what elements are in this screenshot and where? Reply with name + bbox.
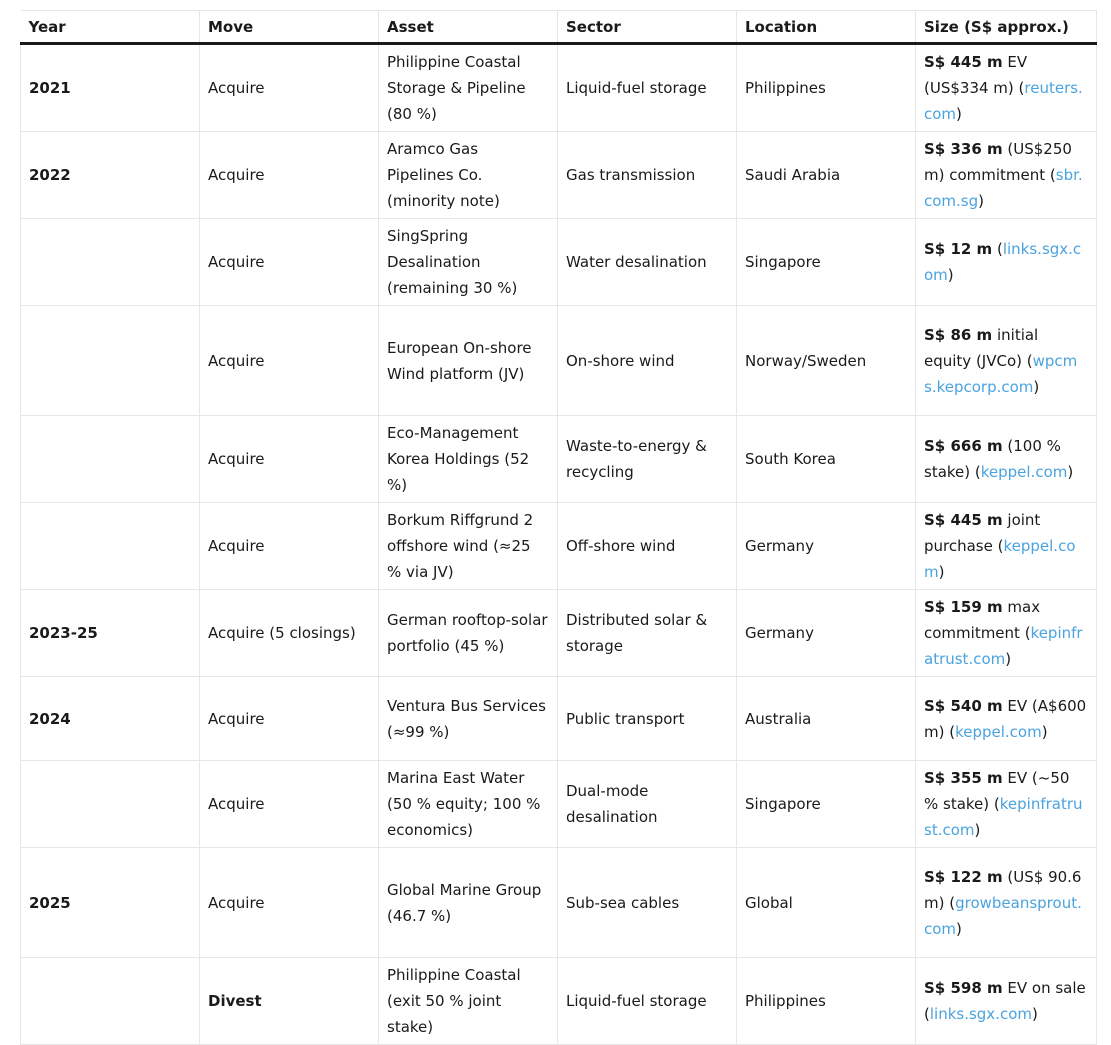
- table-row: [21, 503, 1097, 590]
- size-amount: S$ 122 m: [924, 867, 1003, 886]
- cell-move: Acquire: [200, 848, 379, 958]
- cell-location: Norway/Sweden: [737, 306, 916, 416]
- size-note: (: [992, 240, 1003, 258]
- cell-year: [21, 416, 200, 503]
- cell-year: [21, 503, 200, 590]
- source-link[interactable]: links.sgx.com: [929, 1005, 1032, 1023]
- cell-location: Saudi Arabia: [737, 132, 916, 219]
- cell-size: [916, 590, 1097, 677]
- size-tail: ): [1067, 463, 1074, 481]
- header-size: Size (S$ approx.): [916, 11, 1097, 44]
- source-link[interactable]: kepinfratrust.com: [924, 624, 1083, 668]
- size-note: EV (A$600 m) (: [924, 696, 1087, 741]
- cell-year: 2022: [21, 132, 200, 219]
- size-amount: S$ 445 m: [924, 511, 1003, 529]
- cell-size: [916, 416, 1097, 503]
- cell-sector: Gas transmission: [558, 132, 737, 219]
- size-amount: S$ 598 m: [924, 979, 1003, 997]
- table-row: [21, 219, 1097, 306]
- size-tail: ): [1041, 722, 1048, 741]
- cell-asset: Eco-Management Korea Holdings (52 %): [379, 416, 558, 503]
- cell-year: 2021: [21, 44, 200, 132]
- table-row: [21, 416, 1097, 503]
- cell-move: Acquire: [200, 132, 379, 219]
- size-amount: S$ 445 m: [924, 53, 1003, 71]
- size-amount: S$ 355 m: [924, 769, 1003, 787]
- cell-size: [916, 503, 1097, 590]
- cell-location: Philippines: [737, 44, 916, 132]
- cell-location: Germany: [737, 503, 916, 590]
- source-link[interactable]: keppel.com: [955, 722, 1042, 741]
- cell-sector: Dual-mode desalination: [558, 761, 737, 848]
- size-tail: ): [938, 563, 945, 581]
- cell-size: [916, 761, 1097, 848]
- cell-sector: Liquid-fuel storage: [558, 44, 737, 132]
- table-row: [21, 306, 1097, 416]
- cell-move: Acquire: [200, 503, 379, 590]
- cell-sector: On-shore wind: [558, 306, 737, 416]
- table-row: [21, 958, 1097, 1045]
- cell-year: [21, 761, 200, 848]
- size-tail: ): [978, 192, 984, 210]
- cell-size: [916, 132, 1097, 219]
- size-note: initial equity (JVCo) (: [924, 325, 1039, 370]
- cell-asset: Borkum Riffgrund 2 offshore wind (≈25 % via JV): [379, 503, 558, 590]
- size-tail: ): [974, 821, 981, 839]
- cell-size: [916, 219, 1097, 306]
- cell-size: [916, 44, 1097, 132]
- cell-asset: Philippine Coastal (exit 50 % joint stake): [379, 958, 558, 1045]
- source-link[interactable]: wpcms.kepcorp.com: [924, 351, 1078, 396]
- deals-table: [20, 10, 1097, 1045]
- cell-year: 2025: [21, 848, 200, 958]
- cell-year: [21, 958, 200, 1045]
- size-tail: ): [947, 266, 954, 284]
- size-note: (US$250 m) commitment (: [924, 140, 1072, 184]
- header-location: Location: [737, 11, 916, 44]
- size-note: max commitment (: [924, 598, 1041, 642]
- cell-move: Divest: [200, 958, 379, 1045]
- cell-sector: Liquid-fuel storage: [558, 958, 737, 1045]
- size-amount: S$ 159 m: [924, 598, 1003, 616]
- source-link[interactable]: links.sgx.com: [924, 240, 1082, 284]
- table-row: [21, 848, 1097, 958]
- size-amount: S$ 666 m: [924, 437, 1003, 455]
- cell-asset: European On-shore Wind platform (JV): [379, 306, 558, 416]
- size-note: (100 % stake) (: [924, 437, 1061, 481]
- cell-move: Acquire: [200, 44, 379, 132]
- cell-asset: Global Marine Group (46.7 %): [379, 848, 558, 958]
- cell-asset: German rooftop-solar portfolio (45 %): [379, 590, 558, 677]
- cell-move: Acquire: [200, 219, 379, 306]
- cell-location: Singapore: [737, 761, 916, 848]
- table-row: [21, 44, 1097, 132]
- header-sector: Sector: [558, 11, 737, 44]
- source-link[interactable]: reuters.com: [924, 79, 1083, 123]
- header-year: Year: [21, 11, 200, 44]
- source-link[interactable]: keppel.com: [924, 537, 1076, 581]
- cell-move: Acquire: [200, 306, 379, 416]
- cell-sector: Distributed solar & storage: [558, 590, 737, 677]
- cell-asset: Aramco Gas Pipelines Co. (minority note): [379, 132, 558, 219]
- size-note: EV (~50 % stake) (: [924, 769, 1070, 813]
- size-note: EV (US$334 m) (: [924, 53, 1028, 97]
- table-row: [21, 132, 1097, 219]
- cell-location: South Korea: [737, 416, 916, 503]
- header-asset: Asset: [379, 11, 558, 44]
- size-tail: ): [956, 919, 962, 938]
- cell-sector: Sub-sea cables: [558, 848, 737, 958]
- table-header: [21, 11, 1097, 44]
- cell-move: Acquire: [200, 416, 379, 503]
- source-link[interactable]: kepinfratrust.com: [924, 795, 1083, 839]
- table-row: [21, 761, 1097, 848]
- size-amount: S$ 86 m: [924, 325, 993, 344]
- cell-year: [21, 306, 200, 416]
- cell-size: [916, 677, 1097, 761]
- table-body: [21, 44, 1097, 1045]
- size-tail: ): [956, 105, 962, 123]
- cell-year: [21, 219, 200, 306]
- cell-size: [916, 848, 1097, 958]
- cell-sector: Public transport: [558, 677, 737, 761]
- table-row: [21, 590, 1097, 677]
- table-row: [21, 677, 1097, 761]
- size-note: (US$ 90.6 m) (: [924, 867, 1082, 912]
- size-tail: ): [1005, 650, 1012, 668]
- size-note: EV on sale (: [924, 979, 1086, 1023]
- cell-location: Germany: [737, 590, 916, 677]
- size-tail: ): [1032, 1005, 1038, 1023]
- size-note: joint purchase (: [924, 511, 1041, 555]
- cell-size: [916, 958, 1097, 1045]
- cell-move: Acquire: [200, 677, 379, 761]
- cell-sector: Off-shore wind: [558, 503, 737, 590]
- cell-move: Acquire: [200, 761, 379, 848]
- cell-location: Singapore: [737, 219, 916, 306]
- source-link[interactable]: growbeansprout.com: [924, 893, 1082, 938]
- cell-asset: Philippine Coastal Storage & Pipeline (80 %): [379, 44, 558, 132]
- cell-sector: Waste-to-energy & recycling: [558, 416, 737, 503]
- cell-asset: Marina East Water (50 % equity; 100 % economics): [379, 761, 558, 848]
- cell-location: Australia: [737, 677, 916, 761]
- cell-year: 2023-25: [21, 590, 200, 677]
- size-amount: S$ 336 m: [924, 140, 1003, 158]
- header-move: Move: [200, 11, 379, 44]
- cell-move: Acquire (5 closings): [200, 590, 379, 677]
- cell-sector: Water desalination: [558, 219, 737, 306]
- source-link[interactable]: keppel.com: [980, 463, 1068, 481]
- cell-asset: SingSpring Desalination (remaining 30 %): [379, 219, 558, 306]
- cell-year: 2024: [21, 677, 200, 761]
- table-container: [20, 10, 1096, 1045]
- cell-location: Global: [737, 848, 916, 958]
- cell-size: [916, 306, 1097, 416]
- source-link[interactable]: sbr.com.sg: [924, 166, 1083, 210]
- cell-location: Philippines: [737, 958, 916, 1045]
- size-amount: S$ 540 m: [924, 696, 1003, 715]
- size-amount: S$ 12 m: [924, 240, 993, 258]
- header-row: [21, 11, 1097, 44]
- size-tail: ): [1033, 377, 1040, 396]
- cell-asset: Ventura Bus Services (≈99 %): [379, 677, 558, 761]
